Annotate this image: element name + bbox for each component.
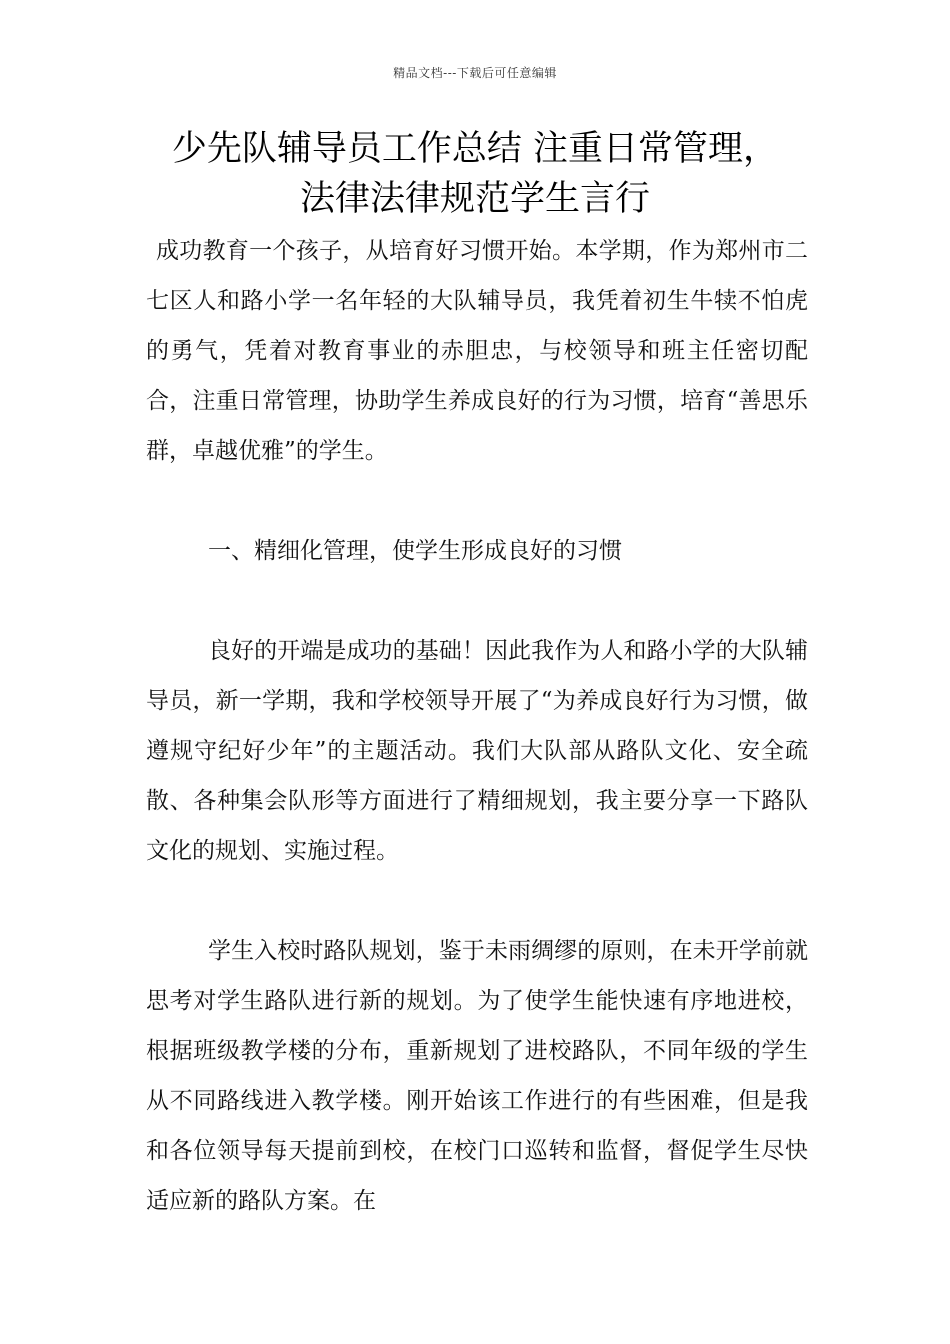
document-header-note: 精品文档---下载后可任意编辑 xyxy=(393,66,557,80)
document-title xyxy=(140,124,810,224)
title-line-1: 少先队辅导员工作总结 注重日常管理， xyxy=(171,129,779,169)
section-heading: 一、精细化管理，使学生形成良好的习惯 xyxy=(208,538,622,564)
body-paragraph: 良好的开端是成功的基础！因此我作为人和路小学的大队辅导员，新一学期，我和学校领导开展了“为养成良好行为习惯，做遵规守纪好少年”的主题活动。我们大队部从路队文化、安全疏散、各种集会队形等方面进行了精细规划，我主要分享一下路队文化的规划、实施过程。 xyxy=(146,638,808,864)
title-line-2: 法律法律规范学生言行 xyxy=(299,179,650,219)
document-body xyxy=(146,226,808,1226)
intro-paragraph: 成功教育一个孩子，从培育好习惯开始。本学期，作为郑州市二七区人和路小学一名年轻的大队辅导员，我凭着初生牛犊不怕虎的勇气，凭着对教育事业的赤胆忠，与校领导和班主任密切配合，注重日常管理，协助学生养成良好的行为习惯，培育“善思乐群，卓越优雅”的学生。 xyxy=(146,238,808,464)
body-paragraph: 学生入校时路队规划，鉴于未雨绸缪的原则，在未开学前就思考对学生路队进行新的规划。为了使学生能快速有序地进校，根据班级教学楼的分布，重新规划了进校路队，不同年级的学生从不同路线进入教学楼。刚开始该工作进行的有些困难，但是我和各位领导每天提前到校，在校门口巡转和监督，督促学生尽快适应新的路队方案。在 xyxy=(146,938,808,1214)
